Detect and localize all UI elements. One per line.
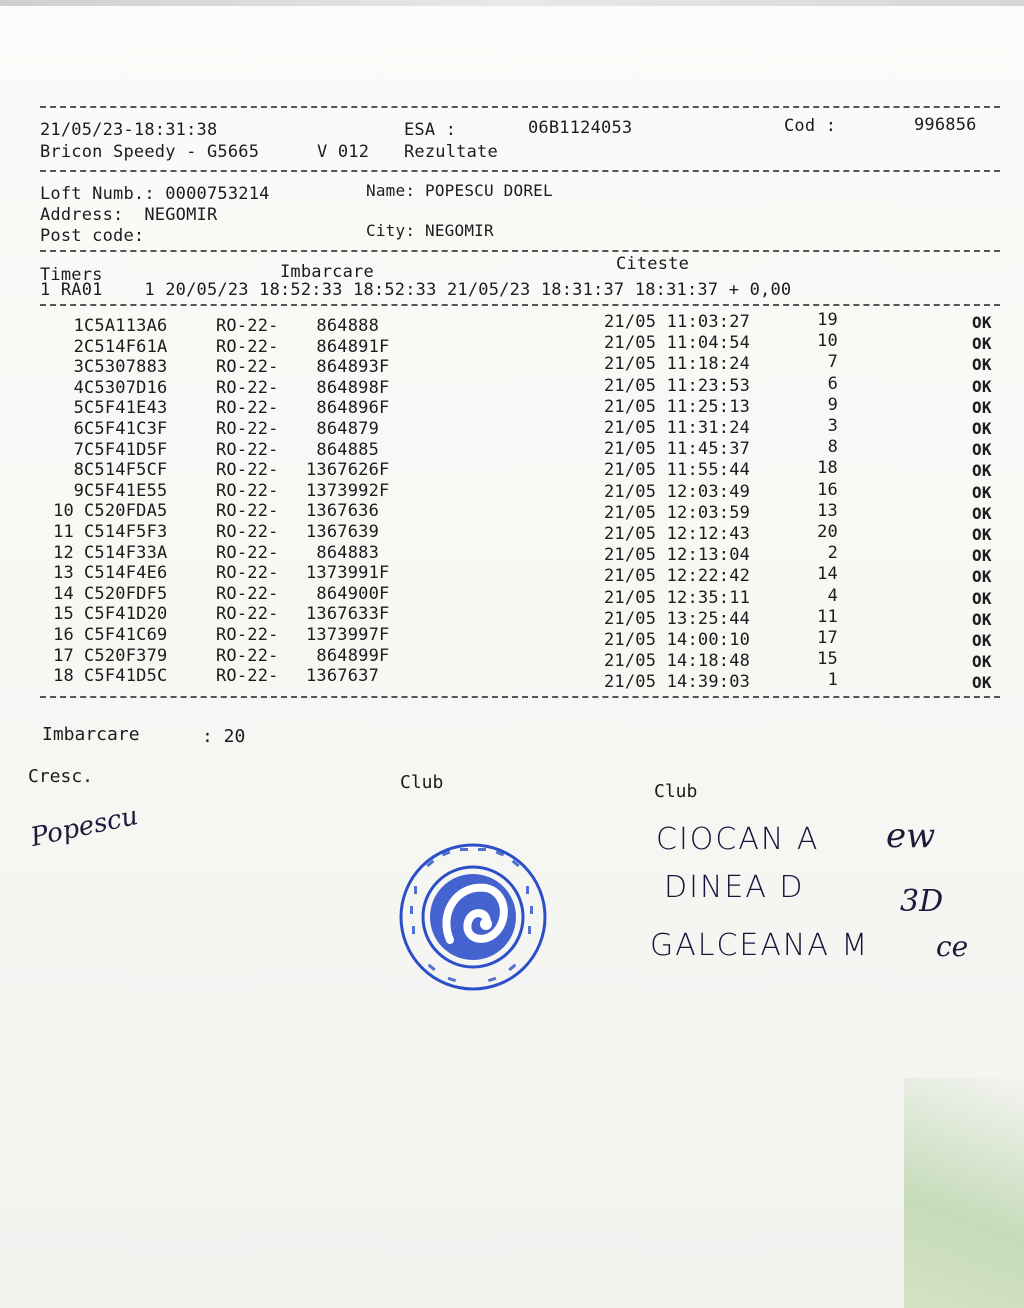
row-ring-number: 1367626F bbox=[306, 460, 390, 480]
row-chip-id: C520F379 bbox=[84, 646, 168, 666]
row-arrival-time: 21/05 11:31:24 bbox=[604, 418, 751, 438]
row-chip-id: C5F41D20 bbox=[84, 604, 168, 624]
divider-top bbox=[40, 106, 1000, 108]
row-ring-prefix: RO-22- bbox=[216, 666, 279, 686]
row-position: 19 bbox=[817, 310, 838, 330]
row-ring-prefix: RO-22- bbox=[216, 481, 279, 501]
row-index: 14 bbox=[53, 584, 74, 604]
imbarcare-total-value: : 20 bbox=[202, 726, 246, 747]
row-status: OK bbox=[972, 355, 992, 374]
row-index: 10 bbox=[53, 501, 74, 521]
row-ring-prefix: RO-22- bbox=[216, 337, 279, 357]
row-status: OK bbox=[972, 652, 992, 671]
row-position: 13 bbox=[817, 501, 838, 521]
row-chip-id: C514F33A bbox=[84, 543, 168, 563]
row-status: OK bbox=[972, 313, 992, 332]
row-ring-number: 1373992F bbox=[306, 481, 390, 501]
row-index: 7 bbox=[73, 440, 84, 460]
row-chip-id: C5F41C3F bbox=[84, 419, 168, 439]
device-name: Bricon Speedy - G5665 bbox=[40, 142, 260, 162]
row-ring-number: 864893F bbox=[306, 357, 390, 377]
row-arrival-time: 21/05 11:23:53 bbox=[604, 376, 751, 396]
esa-value: 06B1124053 bbox=[528, 118, 633, 138]
row-ring-prefix: RO-22- bbox=[216, 604, 279, 624]
row-ring-prefix: RO-22- bbox=[216, 378, 279, 398]
report-datetime: 21/05/23-18:31:38 bbox=[40, 120, 218, 140]
row-status: OK bbox=[972, 334, 992, 353]
row-arrival-time: 21/05 14:39:03 bbox=[604, 672, 751, 692]
row-chip-id: C520FDA5 bbox=[84, 501, 168, 521]
timers-label: Timers bbox=[40, 265, 103, 285]
row-ring-prefix: RO-22- bbox=[216, 460, 279, 480]
row-position: 14 bbox=[817, 564, 838, 584]
imbarcare-label: Imbarcare bbox=[280, 262, 374, 282]
row-status: OK bbox=[972, 546, 992, 565]
club-member-2: DINEA D bbox=[664, 870, 805, 905]
loft-number: Loft Numb.: 0000753214 bbox=[40, 184, 270, 204]
row-index: 5 bbox=[73, 398, 84, 418]
row-ring-prefix: RO-22- bbox=[216, 316, 279, 336]
club-signature-3: ce bbox=[936, 930, 969, 963]
post-code: Post code: bbox=[40, 226, 145, 246]
row-status: OK bbox=[972, 525, 992, 544]
row-index: 8 bbox=[73, 460, 84, 480]
cod-label: Cod : bbox=[784, 116, 837, 136]
row-chip-id: C5A113A6 bbox=[84, 316, 168, 336]
row-chip-id: C5F41D5C bbox=[84, 666, 168, 686]
row-ring-number: 864900F bbox=[306, 584, 390, 604]
row-chip-id: C514F4E6 bbox=[84, 563, 168, 583]
city: City: NEGOMIR bbox=[366, 221, 494, 240]
row-chip-id: C520FDF5 bbox=[84, 584, 168, 604]
row-position: 2 bbox=[827, 543, 838, 563]
row-index: 1 bbox=[73, 316, 84, 336]
row-position: 6 bbox=[827, 374, 838, 394]
row-arrival-time: 21/05 12:13:04 bbox=[604, 545, 751, 565]
row-arrival-time: 21/05 11:25:13 bbox=[604, 397, 751, 417]
row-ring-prefix: RO-22- bbox=[216, 563, 279, 583]
row-position: 3 bbox=[827, 416, 838, 436]
club-member-3: GALCEANA M bbox=[650, 928, 870, 963]
row-ring-number: 1367637 bbox=[306, 666, 380, 686]
row-ring-prefix: RO-22- bbox=[216, 646, 279, 666]
row-chip-id: C5F41E55 bbox=[84, 481, 168, 501]
row-arrival-time: 21/05 12:03:59 bbox=[604, 503, 751, 523]
row-ring-number: 864891F bbox=[306, 337, 390, 357]
cresc-signature: Popescu bbox=[28, 801, 141, 853]
row-ring-prefix: RO-22- bbox=[216, 398, 279, 418]
row-position: 16 bbox=[817, 480, 838, 500]
club-label-2: Club bbox=[654, 781, 698, 802]
row-chip-id: C514F5CF bbox=[84, 460, 168, 480]
row-ring-prefix: RO-22- bbox=[216, 440, 279, 460]
cresc-label: Cresc. bbox=[28, 766, 94, 787]
row-arrival-time: 21/05 11:03:27 bbox=[604, 312, 751, 332]
row-arrival-time: 21/05 14:00:10 bbox=[604, 630, 751, 650]
citeste-label: Citeste bbox=[616, 254, 690, 274]
row-status: OK bbox=[972, 440, 992, 459]
club-member-1: CIOCAN A bbox=[656, 822, 820, 857]
row-ring-number: 864888 bbox=[306, 316, 380, 336]
report-type: Rezultate bbox=[404, 142, 498, 162]
row-ring-prefix: RO-22- bbox=[216, 625, 279, 645]
row-status: OK bbox=[972, 610, 992, 629]
imbarcare-total-label: Imbarcare bbox=[42, 724, 140, 745]
row-arrival-time: 21/05 11:45:37 bbox=[604, 439, 751, 459]
row-status: OK bbox=[972, 461, 992, 480]
row-status: OK bbox=[972, 631, 992, 650]
row-status: OK bbox=[972, 504, 992, 523]
row-position: 17 bbox=[817, 628, 838, 648]
row-ring-number: 864899F bbox=[306, 646, 390, 666]
row-status: OK bbox=[972, 377, 992, 396]
row-ring-number: 1373997F bbox=[306, 625, 390, 645]
address: Address: NEGOMIR bbox=[40, 205, 218, 225]
row-chip-id: C5F41D5F bbox=[84, 440, 168, 460]
esa-label: ESA : bbox=[404, 120, 457, 140]
row-chip-id: C5307D16 bbox=[84, 378, 168, 398]
row-ring-number: 864879 bbox=[306, 419, 380, 439]
row-index: 12 bbox=[53, 543, 74, 563]
divider-results bbox=[40, 696, 1000, 698]
row-index: 4 bbox=[73, 378, 84, 398]
row-index: 16 bbox=[53, 625, 74, 645]
row-chip-id: C514F61A bbox=[84, 337, 168, 357]
device-version: V 012 bbox=[317, 142, 370, 162]
divider-timers bbox=[40, 304, 1000, 306]
row-status: OK bbox=[972, 398, 992, 417]
club-signature-1: ew bbox=[886, 816, 936, 856]
row-ring-number: 1367633F bbox=[306, 604, 390, 624]
paper-top-edge bbox=[0, 0, 1024, 6]
row-chip-id: C5F41E43 bbox=[84, 398, 168, 418]
row-index: 17 bbox=[53, 646, 74, 666]
divider-loft bbox=[40, 250, 1000, 252]
row-position: 9 bbox=[827, 395, 838, 415]
row-ring-prefix: RO-22- bbox=[216, 543, 279, 563]
row-chip-id: C5307883 bbox=[84, 357, 168, 377]
row-arrival-time: 21/05 11:18:24 bbox=[604, 354, 751, 374]
row-status: OK bbox=[972, 567, 992, 586]
row-index: 15 bbox=[53, 604, 74, 624]
row-position: 8 bbox=[827, 437, 838, 457]
row-arrival-time: 21/05 14:18:48 bbox=[604, 651, 751, 671]
club-signature-2: 3D bbox=[900, 884, 944, 919]
row-index: 11 bbox=[53, 522, 74, 542]
row-chip-id: C514F5F3 bbox=[84, 522, 168, 542]
divider-header bbox=[40, 170, 1000, 172]
club-label-1: Club bbox=[400, 772, 444, 793]
row-status: OK bbox=[972, 483, 992, 502]
row-index: 6 bbox=[73, 419, 84, 439]
row-ring-number: 864885 bbox=[306, 440, 380, 460]
row-position: 4 bbox=[827, 586, 838, 606]
row-ring-number: 864898F bbox=[306, 378, 390, 398]
owner-name: Name: POPESCU DOREL bbox=[366, 181, 553, 200]
row-arrival-time: 21/05 12:12:43 bbox=[604, 524, 751, 544]
row-status: OK bbox=[972, 673, 992, 692]
timer-line: 1 RA01 1 20/05/23 18:52:33 18:52:33 21/05/23 18:31:37 18:31:37 + 0,00 bbox=[40, 280, 792, 300]
row-ring-number: 1367639 bbox=[306, 522, 380, 542]
row-index: 13 bbox=[53, 563, 74, 583]
row-index: 18 bbox=[53, 666, 74, 686]
club-stamp-seal bbox=[398, 842, 548, 992]
row-position: 11 bbox=[817, 607, 838, 627]
row-ring-prefix: RO-22- bbox=[216, 584, 279, 604]
row-status: OK bbox=[972, 419, 992, 438]
row-position: 18 bbox=[817, 458, 838, 478]
row-index: 9 bbox=[73, 481, 84, 501]
row-arrival-time: 21/05 11:04:54 bbox=[604, 333, 751, 353]
row-arrival-time: 21/05 12:03:49 bbox=[604, 482, 751, 502]
row-arrival-time: 21/05 12:35:11 bbox=[604, 588, 751, 608]
row-position: 15 bbox=[817, 649, 838, 669]
row-position: 7 bbox=[827, 352, 838, 372]
row-ring-prefix: RO-22- bbox=[216, 501, 279, 521]
row-position: 20 bbox=[817, 522, 838, 542]
row-chip-id: C5F41C69 bbox=[84, 625, 168, 645]
cod-value: 996856 bbox=[914, 115, 977, 135]
row-ring-prefix: RO-22- bbox=[216, 522, 279, 542]
row-arrival-time: 21/05 13:25:44 bbox=[604, 609, 751, 629]
row-ring-number: 864896F bbox=[306, 398, 390, 418]
corner-smudge bbox=[904, 1078, 1024, 1308]
row-ring-prefix: RO-22- bbox=[216, 357, 279, 377]
row-ring-number: 1373991F bbox=[306, 563, 390, 583]
row-index: 2 bbox=[73, 337, 84, 357]
row-status: OK bbox=[972, 589, 992, 608]
row-arrival-time: 21/05 12:22:42 bbox=[604, 566, 751, 586]
row-position: 1 bbox=[827, 670, 838, 690]
row-ring-number: 1367636 bbox=[306, 501, 380, 521]
row-index: 3 bbox=[73, 357, 84, 377]
row-position: 10 bbox=[817, 331, 838, 351]
row-ring-number: 864883 bbox=[306, 543, 380, 563]
row-ring-prefix: RO-22- bbox=[216, 419, 279, 439]
row-arrival-time: 21/05 11:55:44 bbox=[604, 460, 751, 480]
